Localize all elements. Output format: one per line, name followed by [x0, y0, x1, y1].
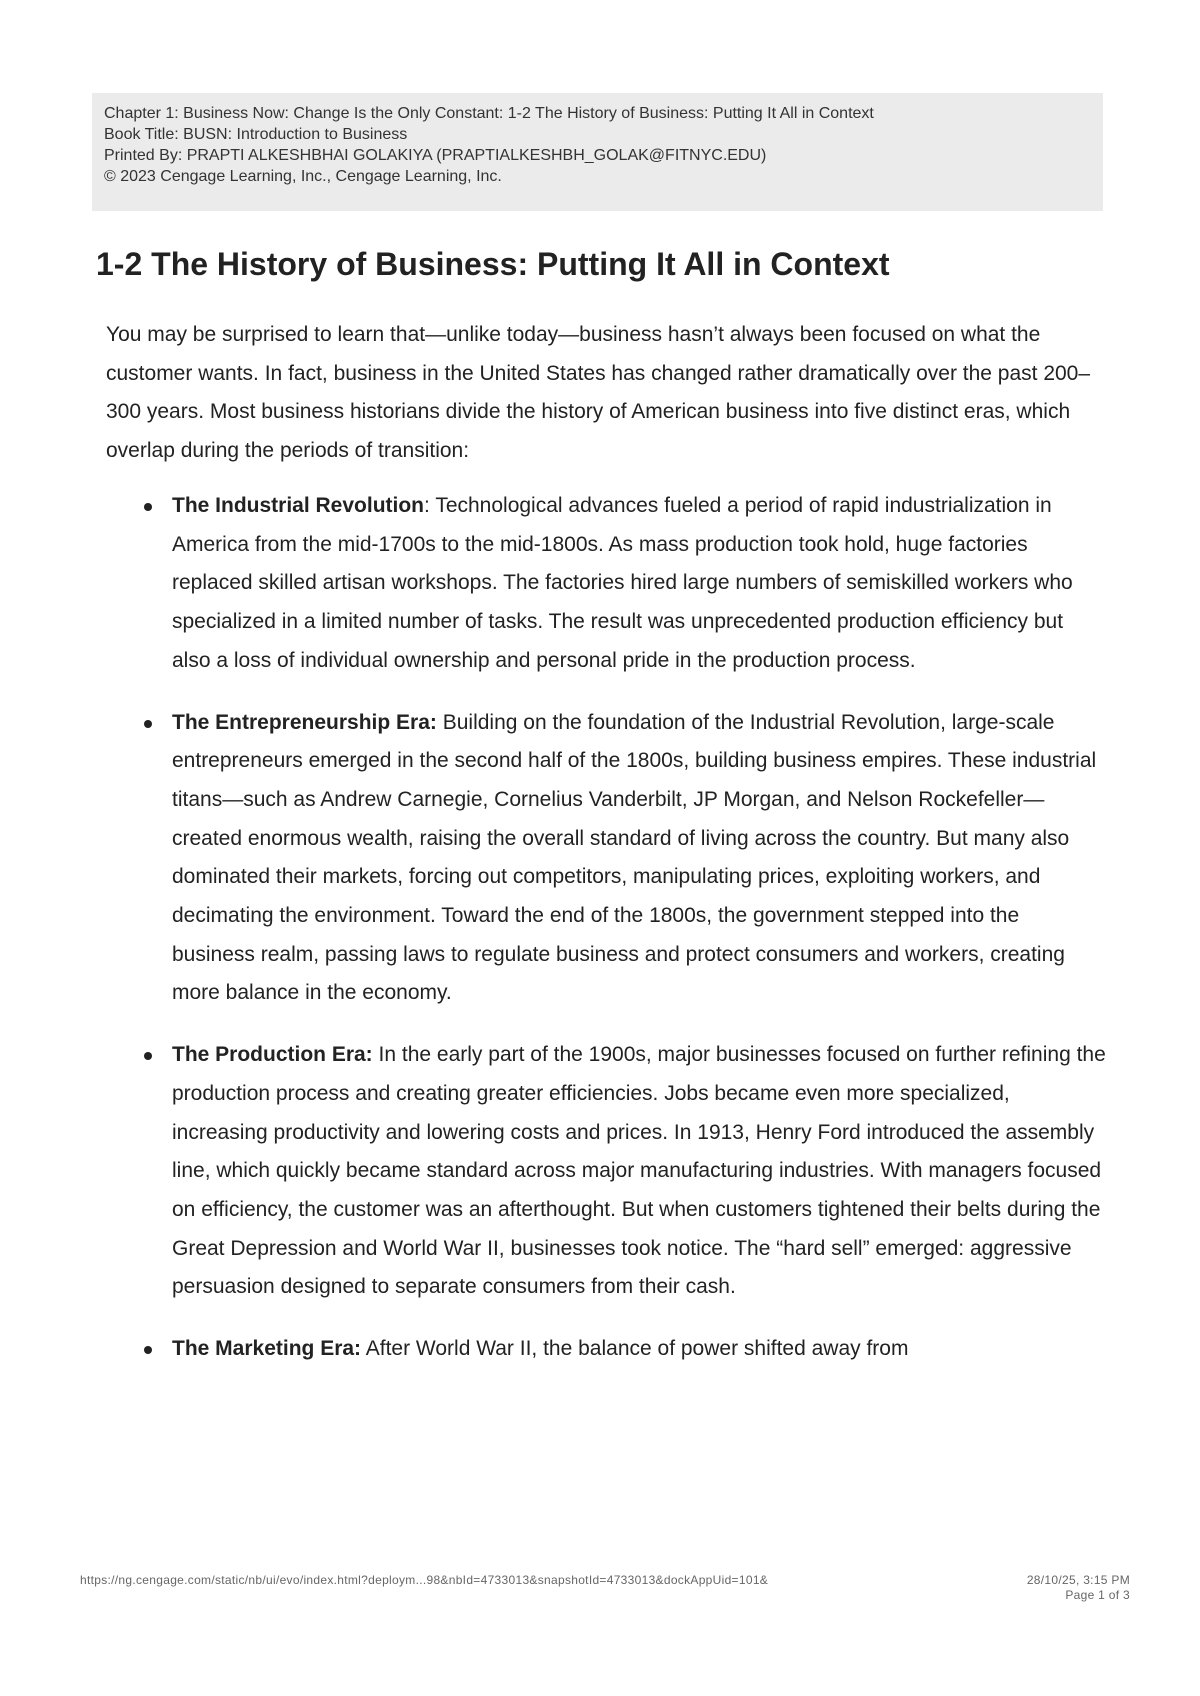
- era-description: Building on the foundation of the Industrial Revolution, large-scale entrepreneurs emerged in the second half of the 1800s, building business empires. These industrial titans—such as Andrew Carnegie, Cornelius Vanderbilt, JP Morgan, and Nelson Rockefeller—created enormous wealth, raising the overall standard of living across the country. But many also dominated their markets, forcing out competitors, manipulating prices, exploiting workers, and decimating the environment. Toward the end of the 1800s, the government stepped into the business realm, passing laws to regulate business and protect consumers and workers, creating more balance in the economy.: [172, 710, 1097, 1005]
- era-description: In the early part of the 1900s, major businesses focused on further refining the production process and creating greater efficiencies. Jobs became even more specialized, increasing productivity and lowering costs and prices. In 1913, Henry Ford introduced the assembly line, which quickly became standard across major manufacturing industries. With managers focused on efficiency, the customer was an afterthought. But when customers tightened their belts during the Great Depression and World War II, businesses took notice. The “hard sell” emerged: aggressive persuasion designed to separate consumers from their cash.: [172, 1043, 1106, 1299]
- era-separator: :: [424, 494, 436, 517]
- bullet-icon: [144, 503, 152, 511]
- bullet-icon: [144, 720, 152, 728]
- copyright-line: © 2023 Cengage Learning, Inc., Cengage Learning, Inc.: [104, 168, 502, 185]
- intro-paragraph: You may be surprised to learn that—unlike today—business hasn’t always been focused on what the customer wants. In fact, business in the United States has changed rather dramatically over the past 200–300 years. Most business historians divide the history of American business into five distinct eras, which overlap during the periods of transition:: [106, 323, 1091, 462]
- page-number: Page 1 of 3: [1065, 1588, 1130, 1602]
- list-item-production-era: [106, 1036, 1106, 1307]
- print-datetime: 28/10/25, 3:15 PM: [1026, 1573, 1130, 1587]
- footer-meta: [1027, 1573, 1130, 1603]
- footer-url: https://ng.cengage.com/static/nb/ui/evo/index.html?deploym...98&nbId=4733013&snapshotId=4733013&dockAppUid=101&: [80, 1573, 769, 1587]
- era-description: Technological advances fueled a period of rapid industrialization in America from the mid-1700s to the mid-1800s. As mass production took hold, huge factories replaced skilled artisan workshops. The factories hired large numbers of semiskilled workers who specialized in a limited number of tasks. The result was unprecedented production efficiency but also a loss of individual ownership and personal pride in the production process.: [172, 494, 1073, 672]
- eras-list: [106, 487, 1106, 1392]
- list-item-industrial-revolution: [106, 487, 1106, 681]
- era-name: The Industrial Revolution: [172, 494, 425, 517]
- list-item-entrepreneurship-era: [106, 704, 1106, 1014]
- bullet-icon: [144, 1346, 152, 1354]
- era-name: The Production Era:: [172, 1043, 373, 1067]
- era-name: The Entrepreneurship Era:: [172, 710, 437, 734]
- chapter-line: Chapter 1: Business Now: Change Is the Only Constant: 1-2 The History of Business: Putting It All in Context: [104, 105, 874, 122]
- page-title: 1-2 The History of Business: Putting It All in Context: [96, 246, 890, 282]
- era-name: The Marketing Era:: [172, 1337, 362, 1361]
- book-title-line: Book Title: BUSN: Introduction to Business: [104, 126, 408, 143]
- print-header: [92, 93, 1103, 211]
- era-description: After World War II, the balance of power shifted away from: [365, 1337, 909, 1361]
- bullet-icon: [144, 1052, 152, 1060]
- printed-by-line: Printed By: PRAPTI ALKESHBHAI GOLAKIYA (PRAPTIALKESHBH_GOLAK@FITNYC.EDU): [104, 147, 767, 164]
- list-item-marketing-era: [106, 1330, 1106, 1369]
